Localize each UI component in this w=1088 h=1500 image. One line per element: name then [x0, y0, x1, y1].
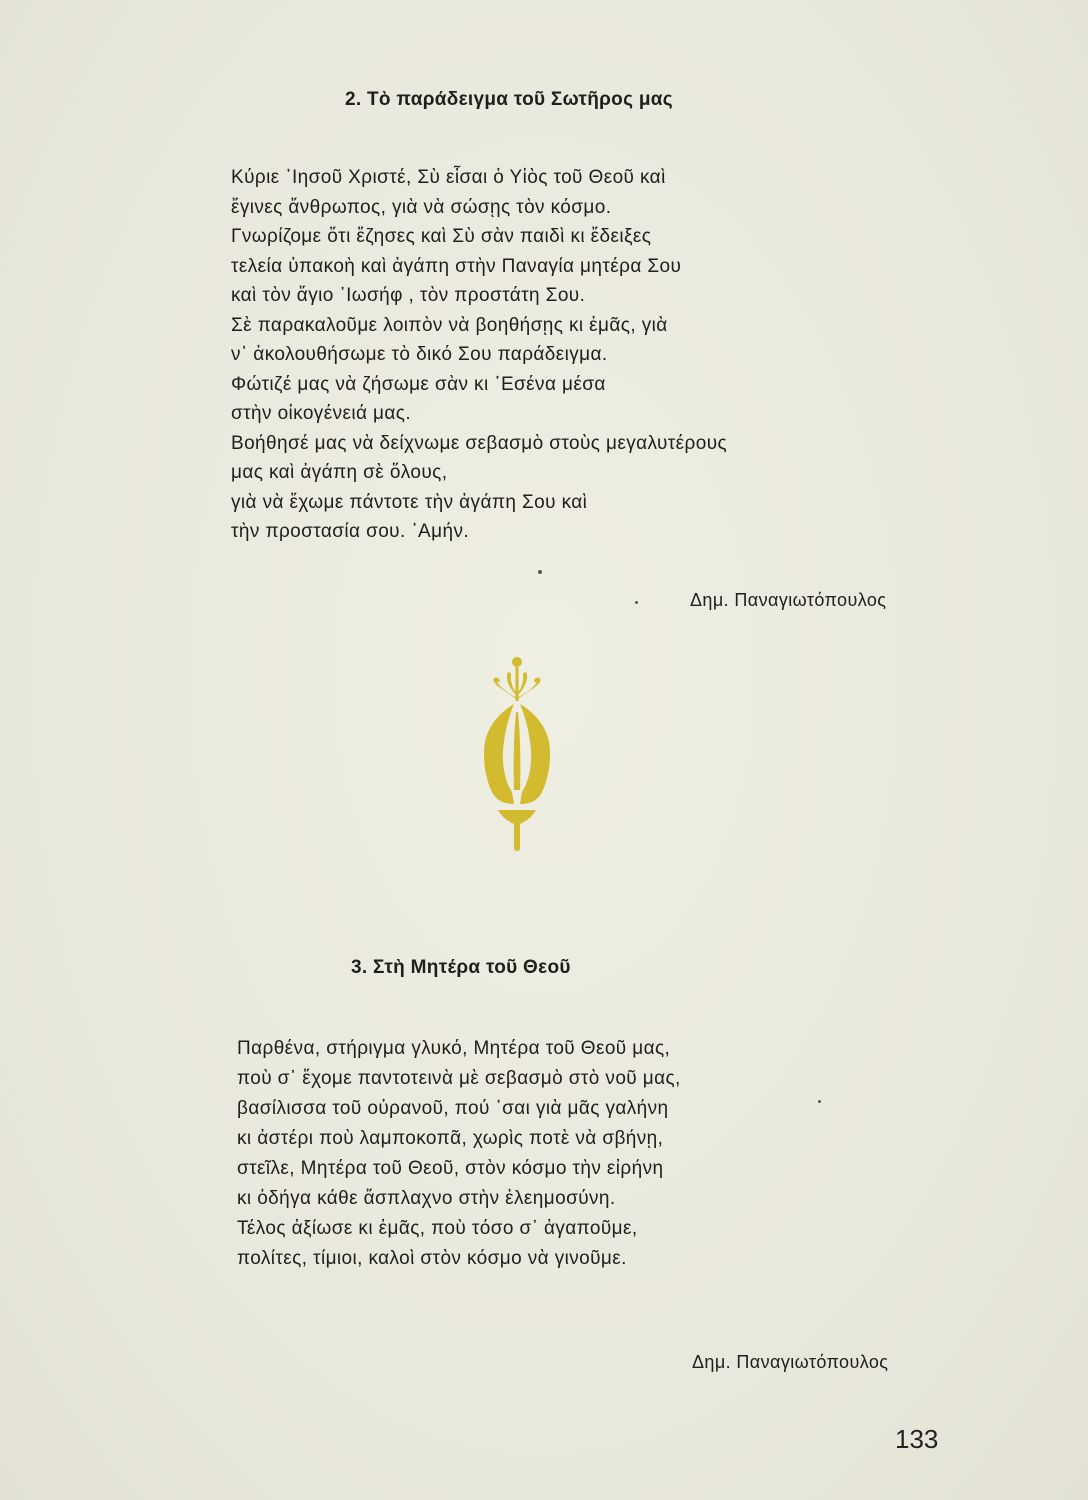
prayer-line: ἔγινες ἄνθρωπος, γιὰ νὰ σώσῃς τὸν κόσμο. — [231, 196, 612, 218]
poem-line: πολίτες, τίμιοι, καλοὶ στὸν κόσμο νὰ γινοῦμε. — [237, 1248, 627, 1269]
prayer-line: Βοήθησέ μας νὰ δείχνωμε σεβασμὸ στοὺς μεγαλυτέρους — [231, 432, 728, 454]
ink-speck — [538, 570, 542, 574]
prayer-line: τὴν προστασία σου. ᾿Αμήν. — [231, 521, 470, 542]
prayer-line: τελεία ὑπακοὴ καὶ ἀγάπη στὴν Παναγία μητέρα Σου — [231, 255, 682, 277]
prayer-line: μας καὶ ἀγάπη σὲ ὅλους, — [231, 462, 448, 483]
vase-ornament-icon — [470, 652, 560, 862]
prayer-line: Κύριε ᾿Ιησοῦ Χριστέ, Σὺ εἶσαι ὁ Υἱὸς τοῦ Θεοῦ καὶ — [231, 167, 666, 188]
poem-line: ποὺ σ᾿ ἔχομε παντοτεινὰ μὲ σεβασμὸ στὸ νοῦ μας, — [237, 1068, 681, 1089]
prayer-line: καὶ τὸν ἅγιο ᾿Ιωσήφ , τὸν προστάτη Σου. — [231, 285, 586, 306]
prayer-line: στὴν οἰκογένειά μας. — [231, 403, 411, 424]
prayer-line: Φώτιζέ μας νὰ ζήσωμε σὰν κι ᾿Εσένα μέσα — [231, 373, 606, 395]
poem-line: Παρθένα, στήριγμα γλυκό, Μητέρα τοῦ Θεοῦ μας, — [237, 1038, 671, 1059]
section-3-author: Δημ. Παναγιωτόπουλος — [692, 1352, 889, 1372]
prayer-line: ν᾿ ἀκολουθήσωμε τὸ δικό Σου παράδειγμα. — [231, 344, 608, 365]
section-2-author: Δημ. Παναγιωτόπουλος — [690, 590, 887, 610]
poem-line: Τέλος ἀξίωσε κι ἐμᾶς, ποὺ τόσο σ᾿ ἀγαποῦμε, — [237, 1218, 638, 1239]
section-2-prayer — [231, 163, 727, 547]
section-2-title: 2. Τὸ παράδειγμα τοῦ Σωτῆρος μας — [345, 89, 673, 110]
poem-line: βασίλισσα τοῦ οὐρανοῦ, πού ᾿σαι γιὰ μᾶς γαλήνη — [237, 1098, 669, 1119]
prayer-line: Γνωρίζομε ὅτι ἔζησες καὶ Σὺ σὰν παιδὶ κι ἔδειξες — [231, 226, 652, 247]
poem-line: στεῖλε, Μητέρα τοῦ Θεοῦ, στὸν κόσμο τὴν εἰρήνη — [237, 1158, 664, 1179]
ink-speck — [818, 1100, 821, 1103]
prayer-line: Σὲ παρακαλοῦμε λοιπὸν νὰ βοηθήσῃς κι ἐμᾶς, γιὰ — [231, 314, 668, 336]
poem-line: κι ὁδήγα κάθε ἄσπλαχνο στὴν ἐλεημοσύνη. — [237, 1188, 616, 1209]
prayer-line: γιὰ νὰ ἔχωμε πάντοτε τὴν ἀγάπη Σου καὶ — [231, 491, 588, 513]
poem-line: κι ἀστέρι ποὺ λαμποκοπᾶ, χωρὶς ποτὲ νὰ σβήνῃ, — [237, 1128, 664, 1149]
page-number: 133 — [895, 1424, 939, 1454]
section-3-title: 3. Στὴ Μητέρα τοῦ Θεοῦ — [351, 957, 571, 978]
ink-speck — [635, 601, 638, 604]
section-3-poem — [237, 1034, 681, 1274]
